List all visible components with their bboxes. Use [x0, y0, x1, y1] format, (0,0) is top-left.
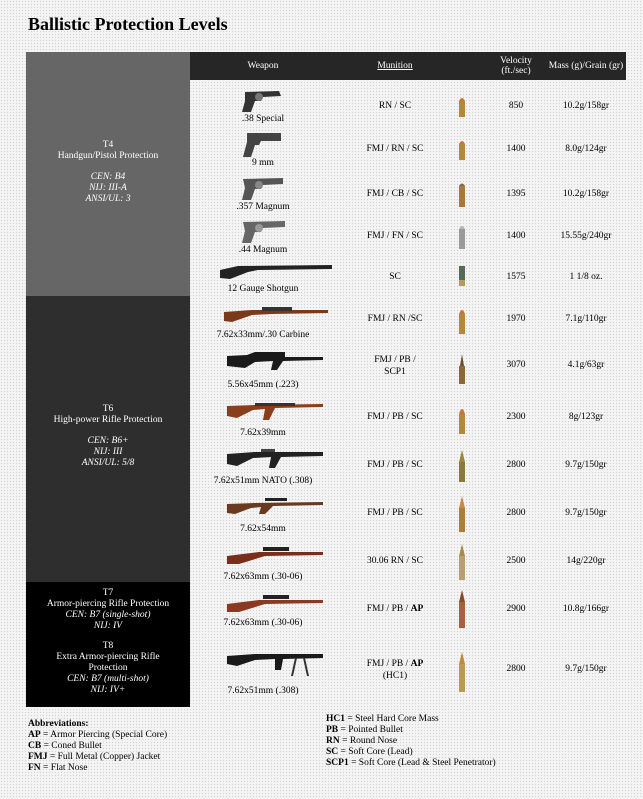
bullet-icon: [458, 496, 466, 537]
mass: 7.1g/110gr: [565, 314, 607, 324]
velocity: 3070: [506, 360, 526, 370]
hunting-rifle-icon: [220, 590, 330, 618]
bullet-icon: [458, 354, 466, 389]
header-munition: Munition: [377, 61, 413, 71]
bullet-icon: [458, 223, 466, 254]
weapon-name: 7.62x51mm NATO (.308): [213, 476, 313, 486]
velocity: 2300: [506, 412, 526, 422]
weapon-name: 5.56x45mm (.223): [227, 380, 299, 390]
munition: FMJ / FN / SC: [367, 231, 423, 241]
weapon-name: 7.62x63mm (.30-06): [223, 572, 303, 582]
velocity: 2500: [506, 556, 526, 566]
weapon-name: 7.62x51mm (.308): [227, 686, 299, 696]
bullet-icon: [458, 95, 466, 122]
munition: FMJ / CB / SC: [366, 189, 424, 199]
bullet-icon: [458, 266, 466, 291]
abbreviations-left: [28, 719, 167, 774]
mass: 9.7g/150gr: [565, 460, 607, 470]
bullet-icon: [458, 590, 466, 633]
table-row: [190, 130, 626, 172]
velocity: 2800: [506, 508, 526, 518]
abbr-item: SC = Soft Core (Lead): [326, 747, 413, 757]
munition: FMJ / PB / AP (HC1): [366, 659, 424, 681]
munition: FMJ / RN /SC: [367, 314, 423, 324]
velocity: 1970: [506, 314, 526, 324]
abbreviations-right: [326, 714, 496, 769]
bullet-icon: [458, 181, 466, 212]
mass: 4.1g/63gr: [567, 360, 605, 370]
pistol-icon: [198, 130, 328, 158]
assault-rifle-icon: [220, 348, 330, 376]
weapon-name: 7.62x39mm: [240, 428, 286, 438]
mass: 9.7g/150gr: [565, 664, 607, 674]
machine-gun-icon: [220, 646, 330, 678]
velocity: 2800: [506, 460, 526, 470]
velocity: 2800: [506, 664, 526, 674]
bullet-icon: [458, 544, 466, 585]
header-mass: Mass (g)/Grain (gr): [548, 61, 624, 71]
sniper-rifle-icon: [220, 494, 330, 522]
munition: FMJ / PB / SC: [367, 460, 423, 470]
bullet-icon: [458, 404, 466, 439]
velocity: 1400: [506, 231, 526, 241]
table-row: [190, 446, 626, 492]
velocity: 1400: [506, 144, 526, 154]
weapon-name: 12 Gauge Shotgun: [227, 284, 299, 294]
table-row: [190, 86, 626, 128]
group-t4: T4 Handgun/Pistol Protection CEN: B4 NIJ: III-A ANSI/UL: 3: [26, 52, 190, 296]
munition: 30.06 RN / SC: [367, 556, 423, 566]
weapon-name: 7.62x63mm (.30-06): [223, 618, 303, 628]
munition: FMJ / PB / SCP1: [374, 355, 416, 377]
bullet-icon: [458, 306, 466, 339]
table-header: [190, 52, 626, 80]
velocity: 2900: [506, 604, 526, 614]
header-weapon: Weapon: [247, 61, 279, 71]
abbr-item: HC1 = Steel Hard Core Mass: [326, 714, 439, 724]
weapon-name: .357 Magnum: [236, 202, 290, 212]
mass: 1 1/8 oz.: [569, 272, 603, 282]
table-row: [190, 302, 626, 346]
mass: 10.8g/166gr: [562, 604, 610, 614]
revolver-icon: [198, 86, 328, 114]
abbr-item: AP = Armor Piercing (Special Core): [28, 730, 168, 740]
table-row: [190, 217, 626, 259]
abbr-item: SCP1 = Soft Core (Lead & Steel Penetrator): [326, 758, 496, 768]
velocity: 850: [508, 101, 524, 111]
weapon-name: 9 mm: [252, 158, 274, 168]
abbr-item: CB = Coned Bullet: [28, 741, 102, 751]
weapon-name: 7.62x54mm: [240, 524, 286, 534]
abbr-item: PB = Pointed Bullet: [326, 725, 403, 735]
abbr-item: FN = Flat Nose: [28, 763, 88, 773]
table-row: [190, 348, 626, 396]
table-row: [190, 398, 626, 444]
revolver-icon: [198, 217, 328, 245]
table-row: [190, 260, 626, 302]
table-row: [190, 494, 626, 540]
mass: 10.2g/158gr: [562, 101, 610, 111]
mass: 9.7g/150gr: [565, 508, 607, 518]
mass: 10.2g/158gr: [562, 189, 610, 199]
abbr-item: FMJ = Full Metal (Copper) Jacket: [28, 752, 161, 762]
munition: FMJ / RN / SC: [366, 144, 424, 154]
group-t8: T8 Extra Armor-piercing Rifle Protection CEN: B7 (multi-shot) NIJ: IV+: [26, 637, 190, 707]
group-t6: T6 High-power Rifle Protection CEN: B6+ NIJ: III ANSI/UL: 5/8: [26, 296, 190, 582]
abbreviations-title: Abbreviations:: [28, 719, 89, 729]
mass: 8.0g/124gr: [565, 144, 607, 154]
weapon-name: .38 Special: [241, 114, 285, 124]
munition: FMJ / PB / AP: [366, 604, 424, 614]
bullet-icon: [458, 450, 466, 487]
table-row: [190, 174, 626, 216]
munition: SC: [389, 272, 401, 282]
velocity: 1395: [506, 189, 526, 199]
page-title: Ballistic Protection Levels: [28, 14, 228, 34]
weapon-name: 7.62x33mm/.30 Carbine: [216, 330, 310, 340]
header-velocity: Velocity (ft./sec): [500, 56, 532, 76]
table-row: [190, 646, 626, 704]
ak-rifle-icon: [220, 398, 330, 426]
mass: 8g/123gr: [568, 412, 604, 422]
abbr-item: RN = Round Nose: [326, 736, 398, 746]
group-t7: T7 Armor-piercing Rifle Protection CEN: B7 (single-shot) NIJ: IV: [26, 582, 190, 637]
munition: FMJ / PB / SC: [367, 508, 423, 518]
table-row: [190, 590, 626, 636]
weapon-name: .44 Magnum: [238, 245, 288, 255]
munition: RN / SC: [378, 101, 412, 111]
munition: FMJ / PB / SC: [367, 412, 423, 422]
mass: 14g/220gr: [566, 556, 606, 566]
bullet-icon: [458, 138, 466, 165]
shotgun-icon: [216, 260, 336, 280]
table-row: [190, 542, 626, 588]
velocity: 1575: [506, 272, 526, 282]
hunting-rifle-icon: [220, 542, 330, 570]
protection-table: [26, 52, 626, 707]
revolver-icon: [198, 174, 328, 202]
mass: 15.55g/240gr: [560, 231, 612, 241]
battle-rifle-icon: [220, 446, 330, 474]
carbine-icon: [216, 302, 336, 324]
bullet-icon: [458, 652, 466, 697]
